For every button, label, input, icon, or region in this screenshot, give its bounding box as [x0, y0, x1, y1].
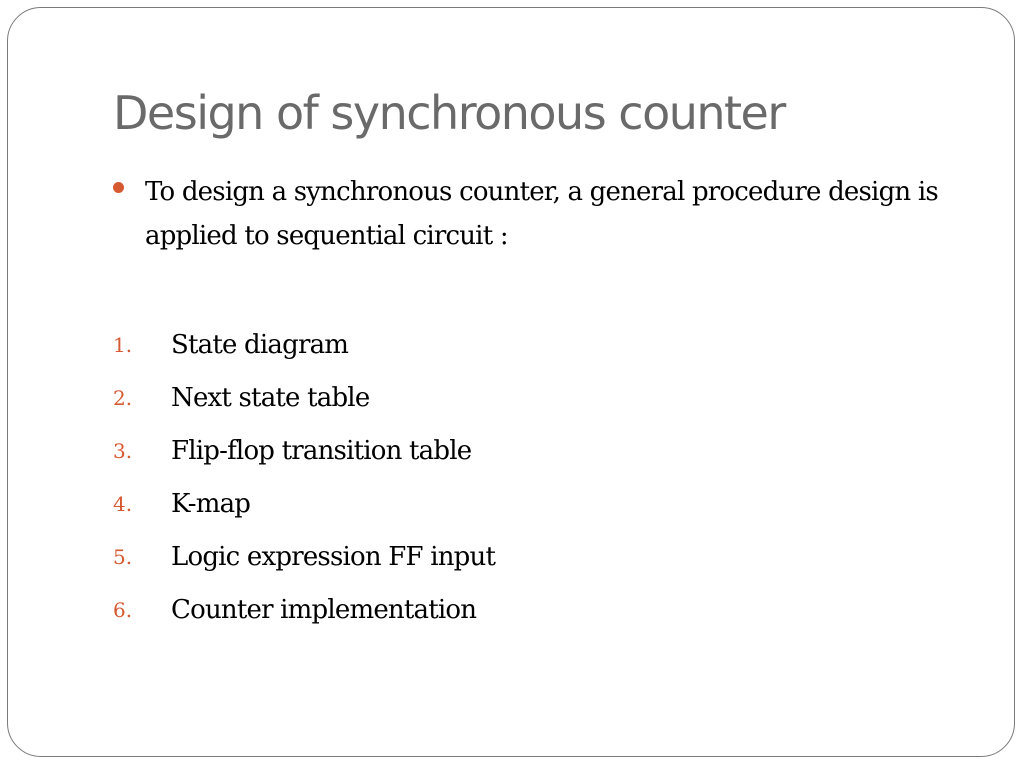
step-item-3	[113, 424, 495, 477]
step-number: 3.	[113, 438, 133, 463]
step-number: 6.	[113, 597, 133, 622]
step-label: Next state table	[171, 382, 370, 413]
step-item-4	[113, 477, 495, 530]
step-label: Flip-flop transition table	[171, 435, 472, 466]
step-label: State diagram	[171, 329, 349, 360]
step-label: Logic expression FF input	[171, 541, 496, 572]
step-number: 1.	[113, 332, 133, 357]
step-number: 5.	[113, 544, 133, 569]
slide-title: Design of synchronous counter	[113, 86, 785, 140]
step-label: Counter implementation	[171, 594, 477, 625]
step-item-5	[113, 530, 495, 583]
step-number: 4.	[113, 491, 133, 516]
step-label: K-map	[171, 488, 251, 519]
step-item-1	[113, 318, 495, 371]
bullet-dot-icon	[113, 182, 124, 193]
intro-bullet	[113, 170, 963, 258]
intro-bullet-text: To design a synchronous counter, a general procedure design is applied to sequential circuit :	[145, 177, 938, 251]
procedure-steps-list	[113, 318, 495, 636]
step-item-2	[113, 371, 495, 424]
step-item-6	[113, 583, 495, 636]
step-number: 2.	[113, 385, 133, 410]
